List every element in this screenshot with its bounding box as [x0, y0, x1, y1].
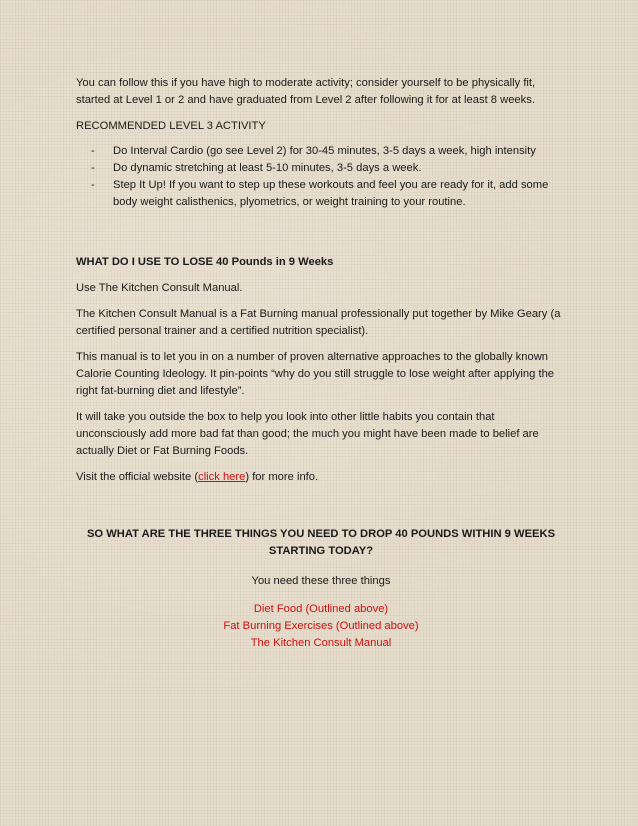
- three-things-item: The Kitchen Consult Manual: [250, 637, 392, 649]
- dash-bullet: -: [91, 145, 95, 157]
- document-page: [76, 75, 566, 652]
- visit-text-after: ) for more info.: [245, 471, 319, 483]
- level3-list: [76, 143, 566, 211]
- list-item: [91, 143, 566, 160]
- three-things-item: Diet Food (Outlined above): [253, 603, 389, 615]
- three-things-item: Fat Burning Exercises (Outlined above): [223, 620, 419, 632]
- dash-bullet: -: [91, 162, 95, 174]
- use-line: Use The Kitchen Consult Manual.: [76, 282, 243, 294]
- list-item-text: Step It Up! If you want to step up these workouts and feel you are ready for it, add some body weight calisthenics, plyometrics, or weight training to your routine.: [113, 179, 549, 208]
- three-things-list: [76, 601, 566, 652]
- section-heading: WHAT DO I USE TO LOSE 40 Pounds in 9 Weeks: [76, 256, 334, 268]
- dash-bullet: -: [91, 179, 95, 191]
- click-here-link[interactable]: click here: [198, 471, 246, 483]
- intro-paragraph: You can follow this if you have high to moderate activity; consider yourself to be physically fit, started at Level 1 or 2 and have graduated from Level 2 after following it for at least 8 weeks.: [76, 77, 536, 106]
- list-item-text: Do dynamic stretching at least 5-10 minutes, 3-5 days a week.: [113, 162, 422, 174]
- list-item: [91, 177, 566, 211]
- visit-line: [76, 469, 566, 486]
- manual-purpose: This manual is to let you in on a number of proven alternative approaches to the globally known Calorie Counting Ideology. It pin-points “why do you still struggle to lose weight after applying the right fat-burning diet and lifestyle”.: [76, 351, 555, 397]
- manual-description: The Kitchen Consult Manual is a Fat Burning manual professionally put together by Mike Geary (a certified personal trainer and a certified nutrition specialist).: [76, 308, 561, 337]
- list-item: [91, 160, 566, 177]
- three-things-subtitle: You need these three things: [251, 575, 391, 587]
- level3-title: RECOMMENDED LEVEL 3 ACTIVITY: [76, 120, 266, 132]
- visit-text-before: Visit the official website (: [76, 471, 199, 483]
- outside-box-paragraph: It will take you outside the box to help you look into other little habits you contain that unconsciously add more bad fat than good; the much you might have been made to belief are actually Diet or Fat Burning Foods.: [76, 411, 539, 457]
- three-things-heading: SO WHAT ARE THE THREE THINGS YOU NEED TO DROP 40 POUNDS WITHIN 9 WEEKS STARTING TODAY?: [86, 528, 556, 557]
- list-item-text: Do Interval Cardio (go see Level 2) for 30-45 minutes, 3-5 days a week, high intensity: [113, 145, 536, 157]
